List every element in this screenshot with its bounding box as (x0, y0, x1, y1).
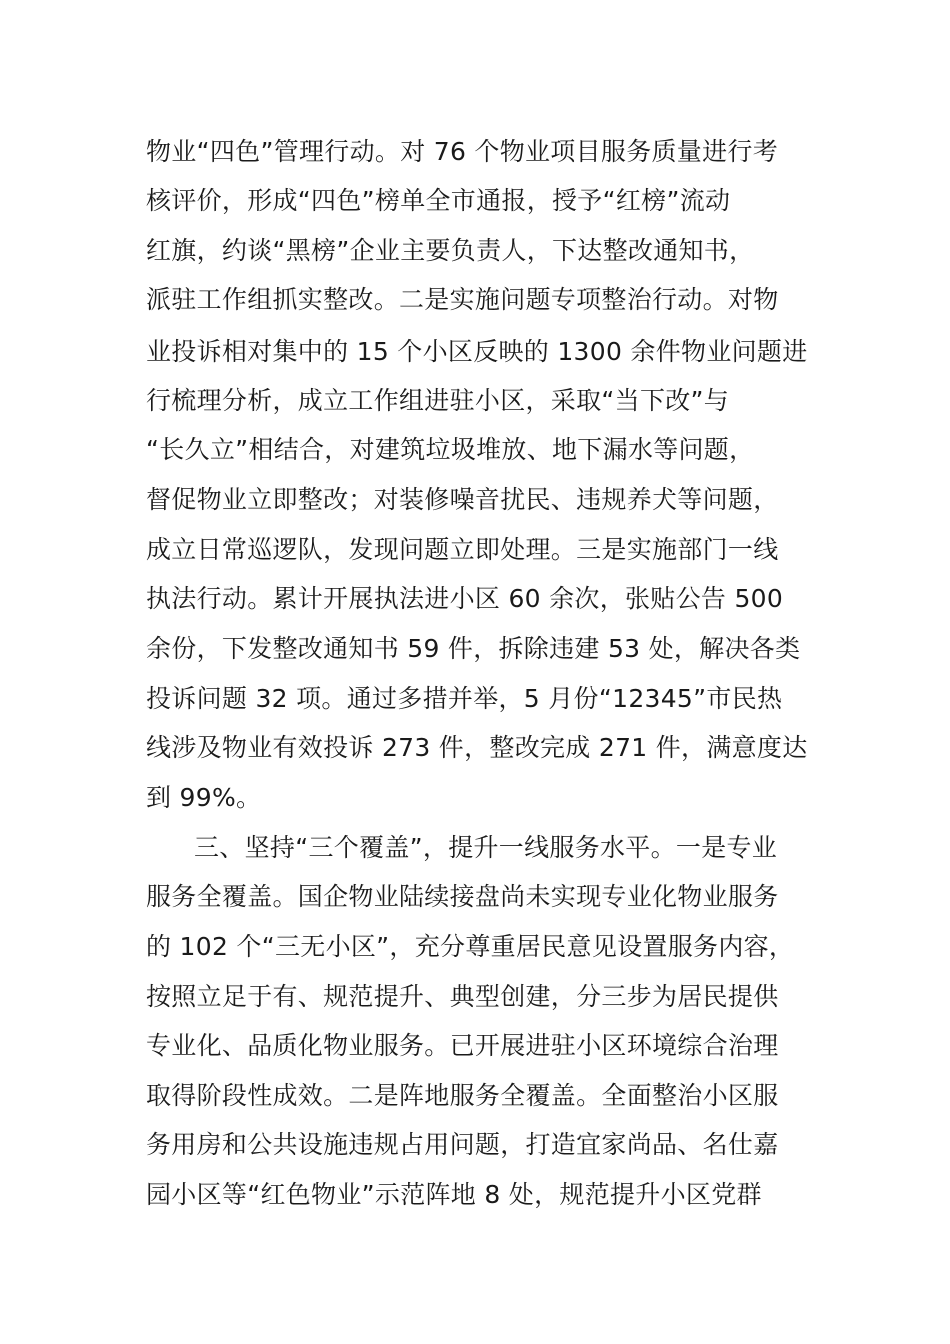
text-line: 取得阶段性成效。二是阵地服务全覆盖。全面整治小区服 (146, 1081, 779, 1110)
text-line: 督促物业立即整改；对装修噪音扰民、违规养犬等问题， (146, 485, 779, 514)
text-line: 服务全覆盖。国企物业陆续接盘尚未实现专业化物业服务 (146, 882, 779, 911)
text-line: 园小区等“红色物业”示范阵地 8 处，规范提升小区党群 (146, 1180, 762, 1209)
text-line: “长久立”相结合，对建筑垃圾堆放、地下漏水等问题， (146, 435, 755, 464)
text-line: 成立日常巡逻队，发现问题立即处理。三是实施部门一线 (146, 535, 779, 564)
text-line: 专业化、品质化物业服务。已开展进驻小区环境综合治理 (146, 1031, 779, 1060)
text-line: 业投诉相对集中的 15 个小区反映的 1300 余件物业问题进 (146, 337, 808, 366)
text-line: 红旗，约谈“黑榜”企业主要负责人，下达整改通知书， (146, 236, 755, 265)
text-line: 务用房和公共设施违规占用问题，打造宜家尚品、名仕嘉 (146, 1130, 779, 1159)
text-line: 物业“四色”管理行动。对 76 个物业项目服务质量进行考 (146, 137, 779, 166)
text-line: 派驻工作组抓实整改。二是实施问题专项整治行动。对物 (146, 285, 779, 314)
text-line: 余份，下发整改通知书 59 件，拆除违建 53 处，解决各类 (146, 634, 801, 663)
text-line: 执法行动。累计开展执法进小区 60 余次，张贴公告 500 (146, 584, 784, 613)
text-line: 的 102 个“三无小区”，充分尊重居民意见设置服务内容， (146, 932, 795, 961)
paragraph-start-line: 三、坚持“三个覆盖”，提升一线服务水平。一是专业 (194, 833, 778, 862)
text-line: 到 99%。 (146, 783, 262, 812)
text-line: 按照立足于有、规范提升、典型创建，分三步为居民提供 (146, 982, 779, 1011)
text-line: 投诉问题 32 项。通过多措并举，5 月份“12345”市民热 (146, 684, 783, 713)
text-line: 线涉及物业有效投诉 273 件，整改完成 271 件，满意度达 (146, 733, 808, 762)
text-line: 核评价，形成“四色”榜单全市通报，授予“红榜”流动 (146, 186, 731, 215)
text-line: 行梳理分析，成立工作组进驻小区，采取“当下改”与 (146, 386, 730, 415)
